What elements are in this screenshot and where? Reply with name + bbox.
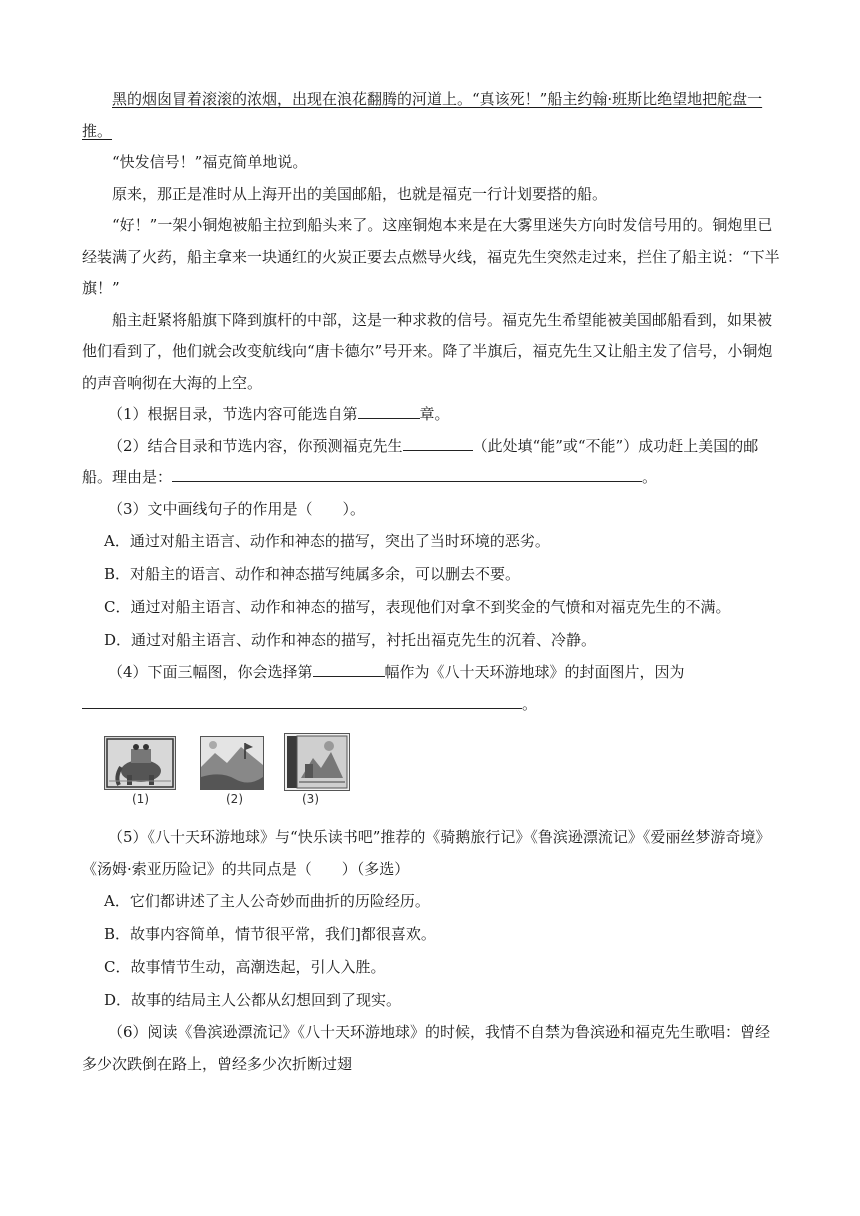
option-c: C．故事情节生动，高潮迭起，引人入胜。 (104, 958, 386, 976)
option-a: A．它们都讲述了主人公奇妙而曲折的历险经历。 (104, 892, 430, 910)
answer-blank[interactable] (358, 401, 420, 419)
option-a: A．通过对船主语言、动作和神态的描写，突出了当时环境的恶劣。 (104, 532, 550, 550)
question-3: （3）文中画线句子的作用是（ ）。 (108, 499, 366, 518)
question-text: （4）下面三幅图，你会选择第 (108, 663, 313, 681)
question-5: （5）《八十天环游地球》与“快乐读书吧”推荐的《骑鹅旅行记》《鲁滨逊漂流记》《爱丽丝梦游奇境》《汤姆·索亚历险记》的共同点是（ ）（多选） (82, 828, 771, 878)
passage-paragraph: 原来，那正是准时从上海开出的美国邮船，也就是福克一行计划要搭的船。 (112, 184, 608, 203)
answer-blank[interactable] (313, 659, 385, 677)
question-text: 章。 (419, 405, 450, 423)
cover-image-options (82, 730, 782, 820)
landscape-illustration (200, 736, 264, 790)
question-4 (82, 657, 782, 720)
image-caption: (1) (132, 792, 149, 806)
question-text: 。 (642, 468, 658, 486)
underlined-text: 黑的烟囱冒着滚滚的浓烟，出现在浪花翻腾的河道上。“真该死！”船主约翰·班斯比绝望地把舵盘一推。 (82, 90, 763, 140)
option-d: D．故事的结局主人公都从幻想回到了现实。 (104, 991, 402, 1009)
passage-paragraph: “好！”一架小铜炮被船主拉到船头来了。这座铜炮本来是在大雾里迷失方向时发信号用的。铜炮里已经装满了火药，船主拿来一块通红的火炭正要去点燃导火线，福克先生突然走过来，拦住了船主说：“下半旗！” (82, 216, 780, 297)
answer-blank[interactable] (403, 433, 473, 451)
question-text: （此处填“能”或“不能”）成功赶上美国的邮船。理由是： (82, 436, 759, 486)
image-caption: (3) (302, 792, 319, 806)
option-b: B．对船主的语言、动作和神态描写纯属多余，可以删去不要。 (104, 565, 521, 583)
question-1 (82, 399, 782, 431)
option-c: C．通过对船主语言、动作和神态的描写，表现他们对拿不到奖金的气愤和对福克先生的不满。 (104, 598, 731, 616)
passage-paragraph: “快发信号！”福克简单地说。 (112, 153, 308, 171)
question-text: （2）结合目录和节选内容，你预测福克先生 (108, 436, 403, 455)
option-d: D．通过对船主语言、动作和神态的描写，衬托出福克先生的沉着、冷静。 (104, 631, 597, 649)
image-option-2[interactable] (200, 736, 264, 790)
answer-blank[interactable] (172, 464, 642, 482)
question-2 (82, 431, 782, 494)
question-text: 。 (522, 694, 538, 713)
document-body (82, 84, 782, 1080)
passage-paragraph: 船主赶紧将船旗下降到旗杆的中部，这是一种求救的信号。福克先生希望能被美国邮船看到，如果被他们看到了，他们就会改变航线向“唐卡德尔”号开来。降了半旗后，福克先生又让船主发了信号，小铜炮的声音响彻在大海的上空。 (82, 310, 773, 392)
question-text: （1）根据目录，节选内容可能选自第 (108, 405, 358, 423)
elephant-illustration (104, 736, 176, 790)
question-6: （6）阅读《鲁滨逊漂流记》《八十天环游地球》的时候，我情不自禁为鲁滨逊和福克先生歌唱：曾经多少次跌倒在路上，曾经多少次折断过翅 (82, 1023, 771, 1073)
answer-blank[interactable] (82, 691, 522, 709)
passage-underlined-sentence (82, 84, 782, 147)
image-option-3[interactable] (284, 736, 350, 794)
question-text: 幅作为《八十天环游地球》的封面图片，因为 (384, 663, 685, 681)
image-caption: (2) (226, 792, 243, 806)
book-cover-illustration (284, 733, 350, 791)
option-b: B．故事内容简单，情节很平常，我们]都很喜欢。 (104, 925, 436, 943)
image-option-1[interactable] (104, 736, 176, 790)
